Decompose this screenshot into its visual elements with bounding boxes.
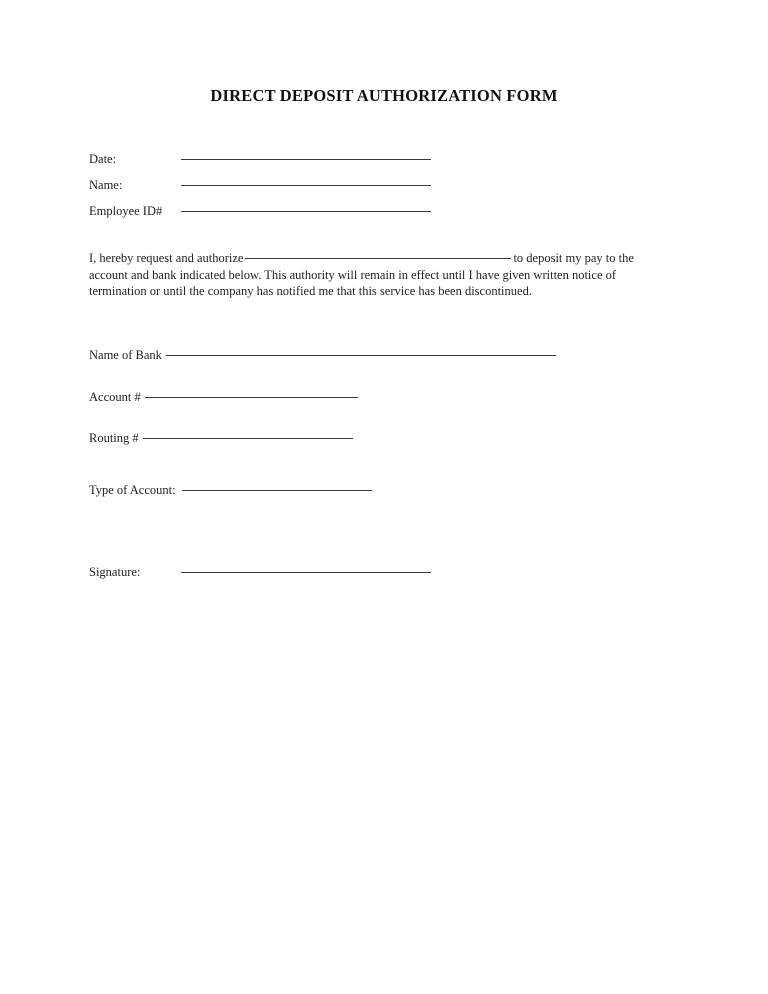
employee-id-label: Employee ID# (89, 204, 163, 218)
authorization-paragraph (89, 250, 651, 300)
account-type-label: Type of Account: (89, 483, 176, 497)
authorization-company-input[interactable] (245, 258, 511, 259)
employee-id-input[interactable] (181, 211, 431, 212)
signature-label: Signature: (89, 565, 141, 579)
routing-number-row (89, 431, 353, 446)
account-number-row (89, 390, 358, 405)
routing-number-input[interactable] (143, 438, 353, 439)
authorization-text-after: to deposit my pay to the account and bank indicated below. This authority will remain in effect until I have given written notice of termination or until the company has notified me that this service has been discontinued. (89, 251, 634, 298)
date-label: Date: (89, 152, 117, 166)
account-type-input[interactable] (182, 490, 372, 491)
page-title: DIRECT DEPOSIT AUTHORIZATION FORM (210, 86, 558, 105)
date-field-row (89, 152, 431, 167)
account-number-input[interactable] (145, 397, 358, 398)
date-input[interactable] (181, 159, 431, 160)
account-number-label: Account # (89, 390, 141, 404)
bank-name-input[interactable] (166, 355, 556, 356)
signature-input[interactable] (181, 572, 431, 573)
signature-row (89, 565, 431, 580)
name-input[interactable] (181, 185, 431, 186)
name-field-row (89, 178, 431, 193)
bank-name-label: Name of Bank (89, 348, 162, 362)
authorization-text-before: I, hereby request and authorize (89, 251, 244, 265)
account-type-row (89, 483, 372, 498)
employee-id-field-row (89, 204, 431, 219)
name-label: Name: (89, 178, 123, 192)
routing-number-label: Routing # (89, 431, 139, 445)
bank-name-row (89, 348, 556, 363)
